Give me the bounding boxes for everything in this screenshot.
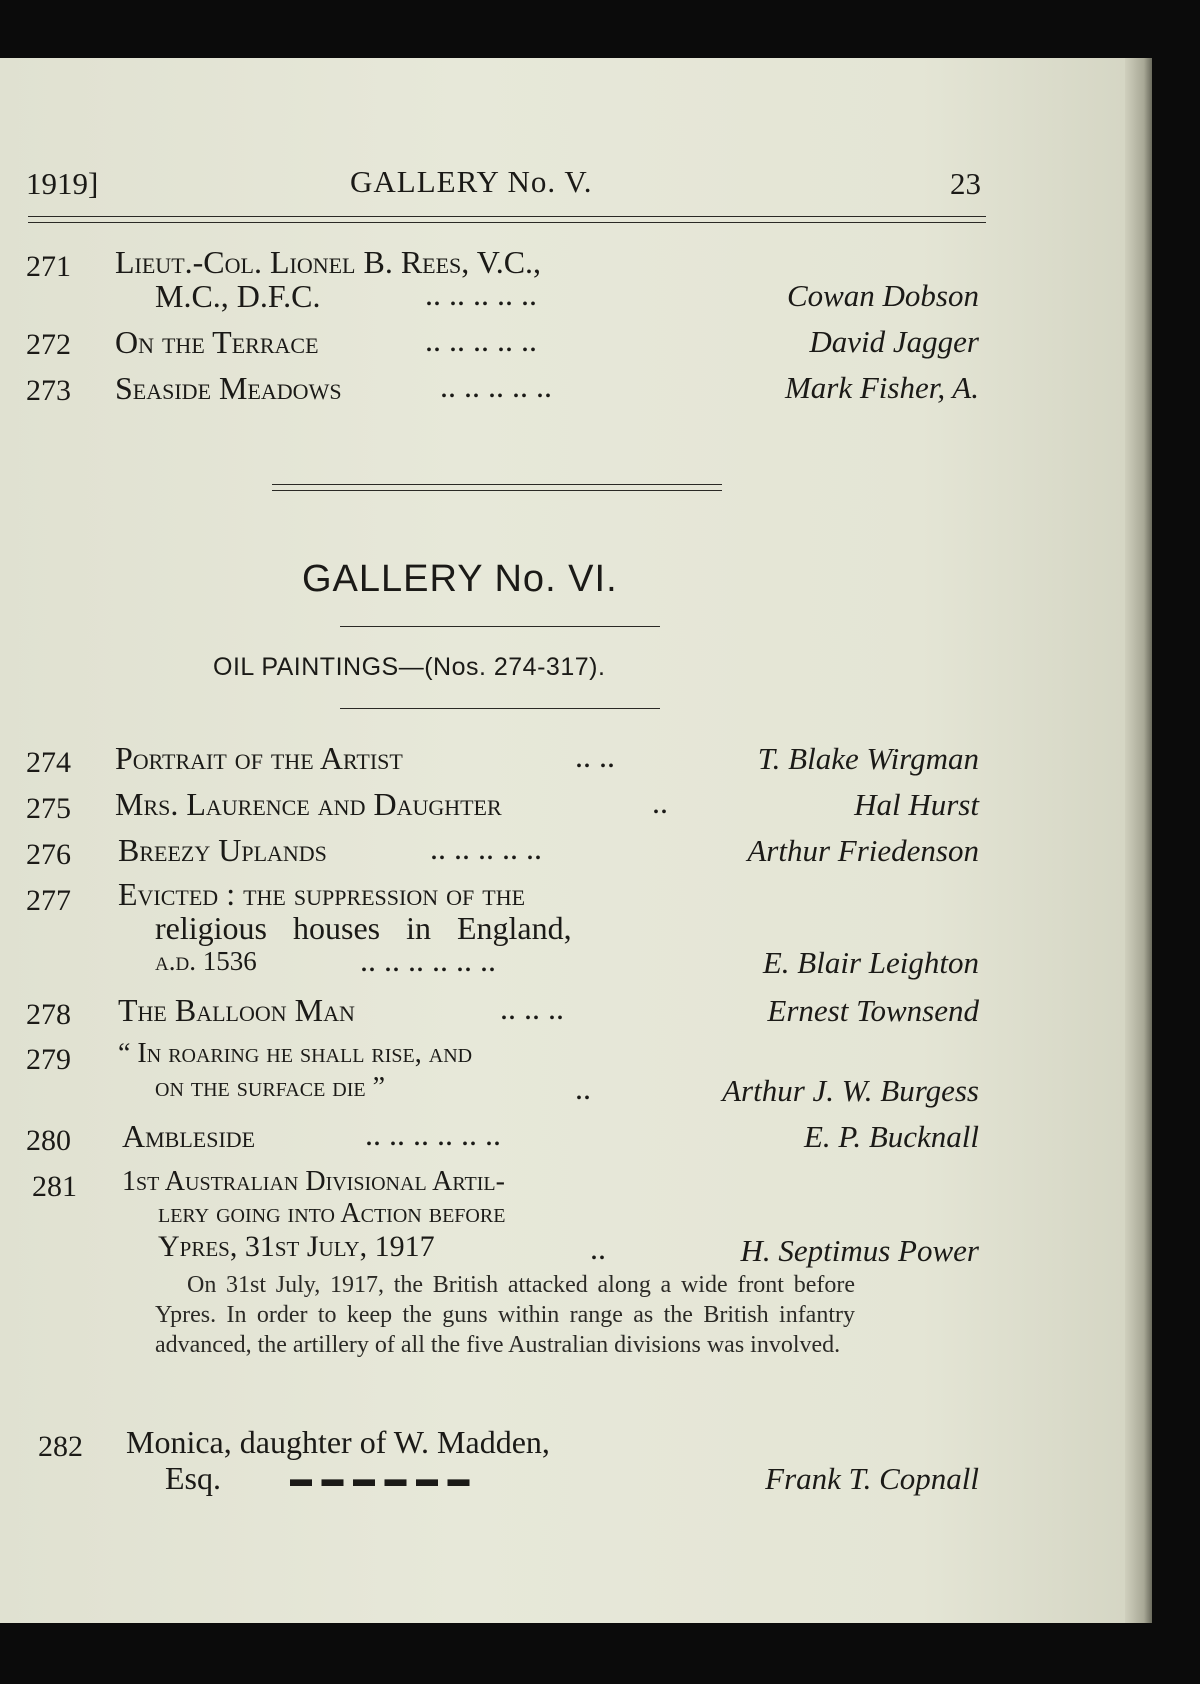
entry-number: 272 [26, 328, 71, 361]
heading-rule [340, 626, 660, 627]
entry-number: 271 [26, 250, 71, 283]
entry-number: 277 [26, 884, 71, 917]
header-page-number: 23 [950, 166, 981, 201]
entry-artist: David Jagger [809, 324, 979, 359]
entry-title: Breezy Uplands [118, 832, 327, 868]
entry-artist: Cowan Dobson [786, 278, 979, 313]
entry-title: Ambleside [122, 1118, 256, 1154]
entry-number: 276 [26, 838, 71, 871]
dash-leader: ▬ ▬ ▬ ▬ ▬ ▬ [290, 1466, 472, 1491]
dot-leader: .. .. [575, 738, 615, 774]
entry-title: Seaside Meadows [115, 370, 342, 406]
entry-number: 275 [26, 792, 71, 825]
entry-artist: T. Blake Wirgman [757, 741, 979, 776]
entry-artist: Ernest Townsend [767, 993, 979, 1028]
entry-title-line3: a.d. 1536 [155, 946, 257, 976]
entry-number: 281 [32, 1170, 77, 1203]
gallery-vi-subheading: OIL PAINTINGS—(Nos. 274-317). [213, 653, 606, 681]
header-title: GALLERY No. V. [350, 164, 593, 199]
entry-number: 278 [26, 998, 71, 1031]
entry-title: Portrait of the Artist [115, 740, 403, 776]
entry-number: 274 [26, 746, 71, 779]
dot-leader: .. .. .. .. .. [425, 276, 537, 312]
catalogue-page [0, 58, 1152, 1623]
entry-title-line3: Ypres, 31st July, 1917 [158, 1230, 435, 1263]
entry-artist: E. Blair Leighton [762, 945, 979, 980]
entry-title-line1: Evicted : the suppression of the [118, 876, 526, 912]
header-rule-bottom [28, 222, 986, 223]
entry-title: Mrs. Laurence and Daughter [115, 786, 502, 822]
subheading-rule [340, 708, 660, 709]
entry-title: The Balloon Man [118, 992, 355, 1028]
entry-artist: Mark Fisher, A. [784, 370, 979, 405]
section-divider-top [272, 484, 722, 485]
entry-number: 273 [26, 374, 71, 407]
entry-title-line2: Esq. [165, 1460, 221, 1496]
entry-title-line2: on the surface die ” [155, 1072, 386, 1103]
dot-leader: .. .. .. .. .. .. [360, 942, 496, 978]
dot-leader: .. .. .. .. .. [430, 830, 542, 866]
entry-title-line1: Monica, daughter of W. Madden, [126, 1424, 550, 1460]
dot-leader: .. [575, 1070, 591, 1106]
entry-title-line2: lery going into Action before [158, 1198, 506, 1229]
entry-number: 282 [38, 1430, 83, 1463]
entry-number: 280 [26, 1124, 71, 1157]
entry-title-line1: “ In roaring he shall rise, and [118, 1038, 473, 1069]
dot-leader: .. .. .. .. .. [440, 368, 552, 404]
gallery-vi-heading: GALLERY No. VI. [302, 558, 618, 600]
entry-title-line1: Lieut.-Col. Lionel B. Rees, V.C., [115, 244, 542, 280]
entry-artist: Hal Hurst [854, 787, 979, 822]
entry-title-line2: M.C., D.F.C. [155, 278, 321, 314]
dot-leader: .. .. .. .. .. .. [365, 1116, 501, 1152]
entry-artist: H. Septimus Power [740, 1233, 979, 1268]
section-divider-bottom [272, 490, 722, 491]
page-gutter-shadow [1125, 58, 1152, 1623]
header-year: 1919] [26, 166, 99, 201]
dot-leader: .. .. .. .. .. [425, 322, 537, 358]
dot-leader: .. .. .. [500, 990, 564, 1026]
entry-title-line2: religious houses in England, [155, 910, 572, 946]
dot-leader: .. [590, 1230, 606, 1266]
entry-artist: Arthur J. W. Burgess [722, 1073, 979, 1108]
dot-leader: .. [652, 784, 668, 820]
header-rule-top [28, 216, 986, 217]
entry-artist: Frank T. Copnall [765, 1461, 979, 1496]
entry-number: 279 [26, 1043, 71, 1076]
entry-title: On the Terrace [115, 324, 319, 360]
entry-title-line1: 1st Australian Divisional Artil- [122, 1166, 505, 1197]
entry-note: On 31st July, 1917, the British attacked along a wide front before Ypres. In order to keep the guns within range as the British infantry advanced, the artillery of all the five Australian divisions was involved. [155, 1272, 855, 1358]
entry-artist: Arthur Friedenson [747, 833, 979, 868]
entry-artist: E. P. Bucknall [803, 1119, 979, 1154]
